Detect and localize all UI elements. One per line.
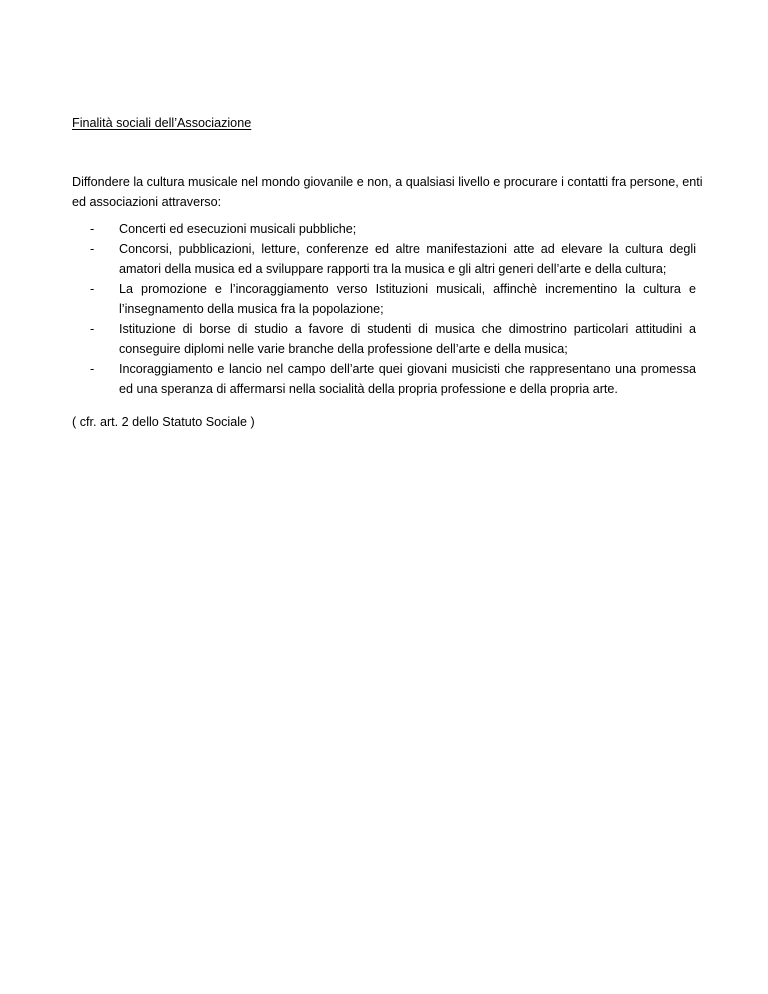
bullet-dash: - (90, 362, 95, 376)
list-item-text: Istituzione di borse di studio a favore di studenti di musica che dimostrino particolari attitudini a conseguire diplomi nelle varie branche della professione dell’arte e della musica; (119, 322, 696, 356)
list-item-text: Concorsi, pubblicazioni, letture, conferenze ed altre manifestazioni atte ad elevare la cultura degli amatori della musica ed a sviluppare rapporti tra la musica e gli altri generi dell’arte e della cultura; (119, 242, 696, 276)
list-item (72, 279, 696, 319)
intro-paragraph: Diffondere la cultura musicale nel mondo giovanile e non, a qualsiasi livello e procurare i contatti fra persone, enti ed associazioni attraverso: (72, 175, 703, 209)
list-item-text: La promozione e l’incoraggiamento verso Istituzioni musicali, affinchè incrementino la cultura e l’insegnamento della musica fra la popolazione; (119, 282, 696, 316)
statute-reference: ( cfr. art. 2 dello Statuto Sociale ) (72, 415, 255, 429)
bullet-dash: - (90, 222, 95, 236)
list-item (72, 319, 696, 359)
list-item-text: Incoraggiamento e lancio nel campo dell’arte quei giovani musicisti che rappresentano una promessa ed una speranza di affermarsi nella socialità della propria professione e della propria arte. (119, 362, 696, 396)
bullet-dash: - (90, 282, 95, 296)
section-heading: Finalità sociali dell’Associazione (72, 116, 252, 130)
bullet-dash: - (90, 242, 95, 256)
list-item (72, 239, 696, 279)
aims-list (72, 219, 696, 399)
bullet-dash: - (90, 322, 95, 336)
list-item (72, 219, 696, 239)
list-item (72, 359, 696, 399)
list-item-text: Concerti ed esecuzioni musicali pubbliche; (119, 222, 357, 236)
